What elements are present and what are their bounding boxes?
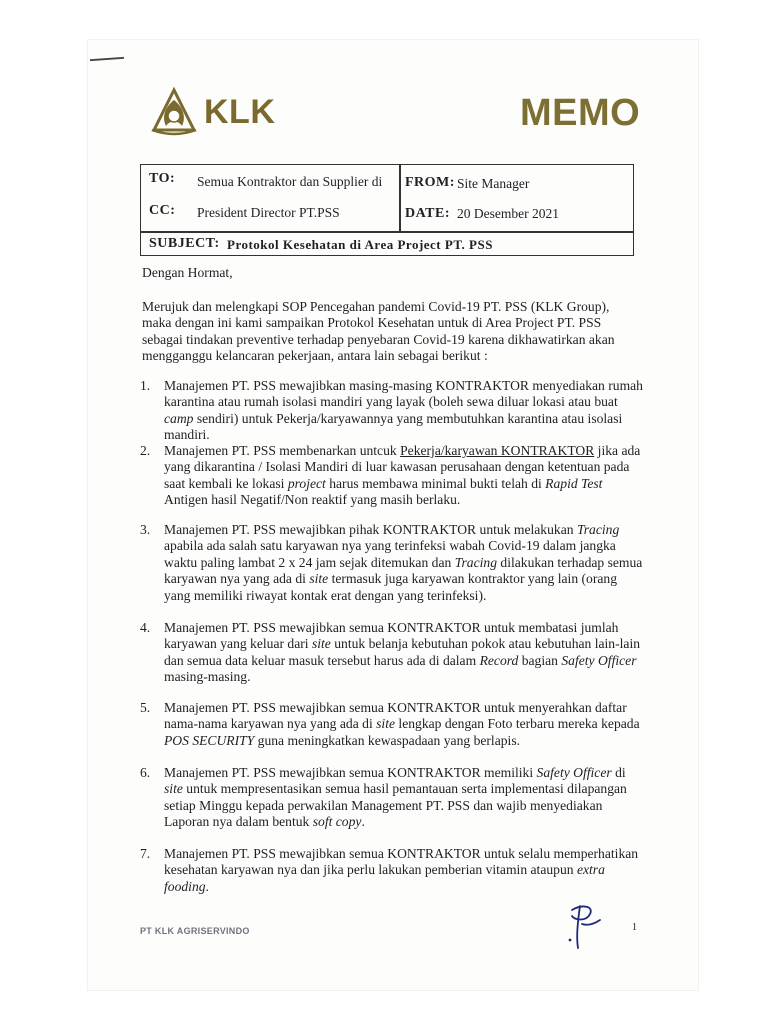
cc-value: President Director PT.PSS [197,205,340,220]
list-item-number: 7. [140,846,151,861]
to-label: TO: [149,171,176,186]
header-vertical-divider [399,165,401,231]
klk-logo [148,86,275,138]
subject-label: SUBJECT: [149,236,220,251]
memo-title: MEMO [520,92,641,134]
footer-company-name: PT KLK AGRISERVINDO [140,926,250,936]
list-item-number: 5. [140,700,151,715]
list-item-text: Manajemen PT. PSS membenarkan untcuk Pekerja/karyawan KONTRAKTOR jika ada yang dikarantina / Isolasi Mandiri di luar kawasan perusahaan dengan ketentuan pada saat kembali ke lokasi project harus membawa minimal bukti telah di Rapid Test Antigen hasil Negatif/Non reaktif yang masih berlaku. [164,443,641,508]
list-item-text: Manajemen PT. PSS mewajibkan masing-masing KONTRAKTOR menyediakan rumah karantina atau rumah isolasi mandiri yang layak (boleh sewa diluar lokasi atau buat camp sendiri) untuk Pekerja/karyawannya yang membutuhkan karantina atau isolasi mandiri. [164,378,643,443]
date-label: DATE: [405,206,451,221]
list-item [140,765,644,831]
list-item-number: 2. [140,443,151,458]
list-item [140,700,644,749]
cc-label: CC: [149,203,176,218]
header-horizontal-divider [141,231,633,233]
list-item [140,378,644,444]
list-item-text: Manajemen PT. PSS mewajibkan semua KONTRAKTOR untuk membatasi jumlah karyawan yang keluar dari site untuk belanja kebutuhan pokok atau kebutuhan lain-lain dan semua data keluar masuk tersebut harus ada di dalam Record bagian Safety Officer masing-masing. [164,620,641,685]
intro-paragraph: Merujuk dan melengkapi SOP Pencegahan pandemi Covid-19 PT. PSS (KLK Group), maka dengan ini kami sampaikan Protokol Kesehatan untuk di Area Project PT. PSS sebagai tindakan preventive terhadap penyebaran Covid-19 karena dikhawatirkan akan mengganggu kelancaran pekerjaan, antara lain sebagai berikut : [142,299,615,364]
logo-text: KLK [204,92,276,131]
klk-emblem-icon [148,86,200,138]
from-label: FROM: [405,175,455,190]
list-item [140,522,644,604]
list-item-text: Manajemen PT. PSS mewajibkan semua KONTRAKTOR memiliki Safety Officer di site untuk mempresentasikan semua hasil pemantauan serta implementasi dilapangan setiap Minggu kepada perwakilan Management PT. PSS dan wajib menyediakan Laporan nya dalam bentuk soft copy. [164,765,627,830]
list-item [140,443,644,509]
to-value: Semua Kontraktor dan Supplier di [197,174,383,189]
list-item-text: Manajemen PT. PSS mewajibkan semua KONTRAKTOR untuk menyerahkan daftar nama-nama karyawan nya yang ada di site lengkap dengan Foto terbaru mereka kepada POS SECURITY guna meningkatkan kewaspadaan yang berlapis. [164,700,640,748]
list-item-text: Manajemen PT. PSS mewajibkan pihak KONTRAKTOR untuk melakukan Tracing apabila ada salah satu karyawan nya yang terinfeksi wabah Covid-19 dalam jangka waktu paling lambat 2 x 24 jam sejak ditemukan dan Tracing dilakukan terhadap semua karyawan nya yang ada di site termasuk juga karyawan kontraktor yang lain (orang yang memiliki riwayat kontak erat dengan yang terinfeksi). [164,522,643,603]
subject-value: Protokol Kesehatan di Area Project PT. PSS [227,237,493,252]
signature-icon [560,900,610,956]
list-item [140,620,644,686]
list-item-text: Manajemen PT. PSS mewajibkan semua KONTRAKTOR untuk selalu memperhatikan kesehatan karyawan nya dan jika perlu lakukan pemberian vitamin ataupun extra fooding. [164,846,639,894]
list-item-number: 3. [140,522,151,537]
from-value: Site Manager [457,176,530,191]
page-number: 1 [632,922,637,933]
list-item-number: 4. [140,620,151,635]
greeting: Dengan Hormat, [142,265,233,280]
list-item [140,846,644,895]
date-value: 20 Desember 2021 [457,206,559,221]
list-item-number: 1. [140,378,151,393]
memo-header-table [140,164,634,256]
list-item-number: 6. [140,765,151,780]
